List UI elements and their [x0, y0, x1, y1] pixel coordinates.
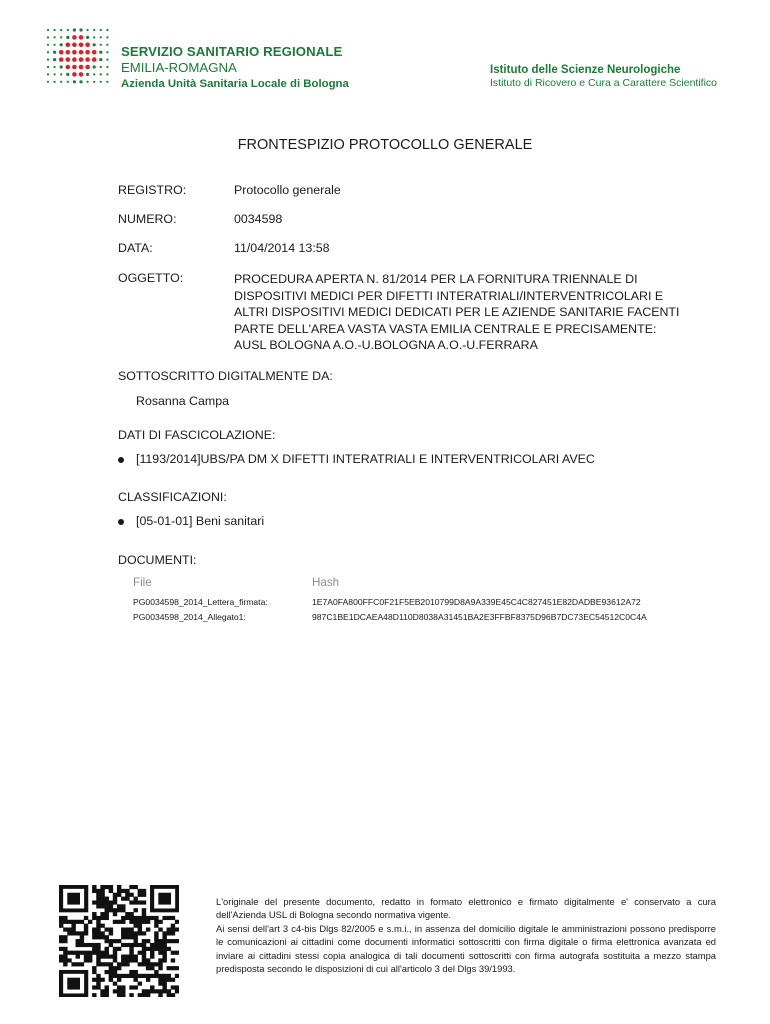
numero-value: 0034598	[234, 212, 283, 226]
organization-name	[121, 44, 349, 92]
fascicolazione-item: [1193/2014]UBS/PA DM X DIFETTI INTERATRIALI E INTERVENTRICOLARI AVEC	[136, 452, 595, 466]
oggetto-line: PROCEDURA APERTA N. 81/2014 PER LA FORNITURA TRIENNALE DI	[234, 272, 638, 286]
oggetto-line: PARTE DELL'AREA VASTA VASTA EMILIA CENTRALE E PRECISAMENTE:	[234, 321, 657, 336]
institute-line-1: Istituto delle Scienze Neurologiche	[490, 64, 681, 76]
data-value: 11/04/2014 13:58	[234, 241, 330, 255]
numero-label: NUMERO:	[118, 212, 177, 226]
signer-name: Rosanna Campa	[136, 394, 229, 408]
sottoscritto-label: SOTTOSCRITTO DIGITALMENTE DA:	[118, 369, 333, 383]
bullet-icon	[118, 457, 124, 463]
oggetto-label: OGGETTO:	[118, 271, 184, 285]
qr-code	[59, 885, 179, 997]
bullet-icon	[118, 519, 124, 525]
document-hash: 1E7A0FA800FFC0F21F5EB2010799D8A9A339E45C4C827451E82DADBE93612A72	[312, 597, 641, 607]
legal-notice-paragraph-1: L'originale del presente documento, redatto in formato elettronico e firmato digitalmente e' conservato a cura dell'Azienda USL di Bologna secondo normativa vigente.	[216, 896, 716, 921]
document-hash: 987C1BE1DCAEA48D110D8038A31451BA2E3FFBF8375D96B7DC73EC54512C0C4A	[312, 612, 647, 622]
institute-name	[490, 64, 717, 90]
data-label: DATA:	[118, 241, 153, 255]
legal-notice	[216, 895, 716, 975]
registro-value: Protocollo generale	[234, 183, 341, 197]
org-line-2: EMILIA-ROMAGNA	[121, 60, 237, 75]
ssr-logo	[45, 27, 111, 85]
legal-notice-paragraph-2: Ai sensi dell'art 3 c4-bis Dlgs 82/2005 e s.m.i., in assenza del domicilio digitale le amministrazioni possono predisporre le comunicazioni ai cittadini come documenti informatici sottoscritti con firma digitale o firma elettronica avanzata ed inviare ai cittadini stessi copia analogica di tali documenti sottoscritti con firma autografa sostituita a mezzo stampa predisposta secondo le disposizioni di cui all'articolo 3 del Dlgs 39/1993.	[216, 922, 716, 975]
fascicolazione-label: DATI DI FASCICOLAZIONE:	[118, 428, 276, 442]
oggetto-value	[234, 271, 704, 354]
document-file-name: PG0034598_2014_Lettera_firmata:	[133, 597, 268, 607]
registro-label: REGISTRO:	[118, 183, 187, 197]
org-line-1: SERVIZIO SANITARIO REGIONALE	[121, 44, 343, 59]
oggetto-line: ALTRI DISPOSITIVI MEDICI DEDICATI PER LE AZIENDE SANITARIE FACENTI	[234, 305, 680, 319]
oggetto-line: DISPOSITIVI MEDICI PER DIFETTI INTERATRIALI/INTERVENTRICOLARI E	[234, 288, 664, 303]
page-title: FRONTESPIZIO PROTOCOLLO GENERALE	[237, 137, 533, 153]
documents-file-header: File	[133, 576, 152, 589]
documents-hash-header: Hash	[312, 576, 340, 589]
classificazione-item: [05-01-01] Beni sanitari	[136, 514, 265, 528]
oggetto-line: AUSL BOLOGNA A.O.-U.BOLOGNA A.O.-U.FERRARA	[234, 338, 538, 352]
institute-line-2: Istituto di Ricovero e Cura a Carattere Scientifico	[490, 77, 718, 89]
classificazioni-label: CLASSIFICAZIONI:	[118, 490, 227, 504]
org-line-3: Azienda Unità Sanitaria Locale di Bologna	[121, 78, 349, 90]
document-file-name: PG0034598_2014_Allegato1:	[133, 612, 246, 622]
documenti-label: DOCUMENTI:	[118, 553, 197, 567]
